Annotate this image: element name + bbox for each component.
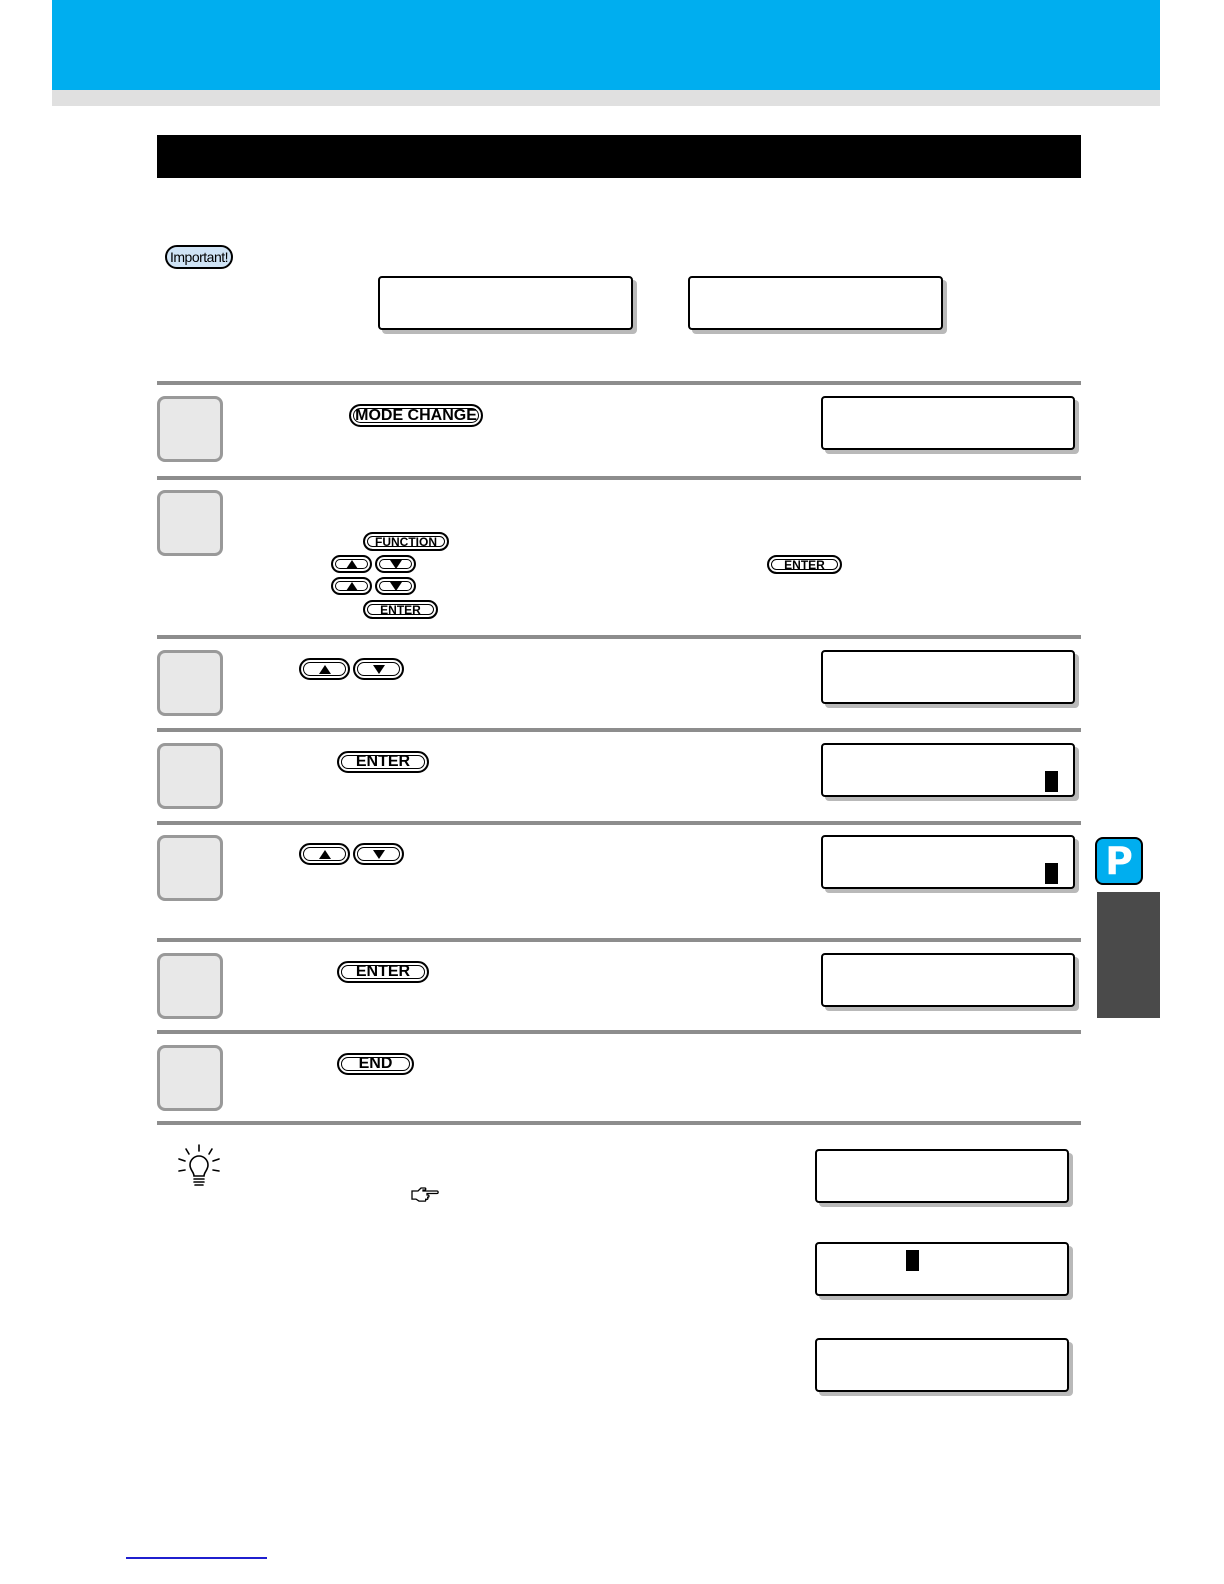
enter-key[interactable]: ENTER (363, 600, 438, 619)
step-divider (157, 381, 1081, 385)
lcd-cursor (1045, 771, 1058, 792)
step-divider (157, 1121, 1081, 1125)
lcd-display-step-6 (821, 953, 1075, 1007)
down-arrow-key[interactable] (375, 555, 416, 573)
step-divider (157, 476, 1081, 480)
step-number-box-5 (157, 835, 223, 901)
down-arrow-icon (373, 665, 385, 674)
mode-change-key[interactable]: MODE CHANGE (349, 404, 483, 427)
step-number-box-4 (157, 743, 223, 809)
lcd-display-step-4 (821, 743, 1075, 797)
header-shadow (52, 90, 1160, 106)
lcd-display-tip-3 (815, 1338, 1069, 1392)
enter-key[interactable]: ENTER (337, 961, 429, 983)
step-divider (157, 728, 1081, 732)
step-number-box-7 (157, 1045, 223, 1111)
down-arrow-key[interactable] (353, 843, 404, 865)
important-icon: Important! (165, 245, 233, 269)
up-arrow-key[interactable] (331, 577, 372, 595)
down-arrow-key[interactable] (375, 577, 416, 595)
lightbulb-icon (176, 1143, 222, 1189)
up-arrow-icon (319, 665, 331, 674)
section-title-bar (157, 135, 1081, 178)
up-arrow-icon (346, 582, 358, 591)
lcd-cursor (1045, 863, 1058, 884)
up-arrow-icon (346, 560, 358, 569)
step-number-box-3 (157, 650, 223, 716)
lcd-display-tip-2 (815, 1242, 1069, 1296)
step-divider (157, 938, 1081, 942)
chapter-tab-icon[interactable]: P (1097, 839, 1141, 883)
step-number-box-2 (157, 490, 223, 556)
up-arrow-key[interactable] (299, 658, 350, 680)
header-band (52, 0, 1160, 90)
down-arrow-icon (373, 850, 385, 859)
lcd-display-step-5 (821, 835, 1075, 889)
step-divider (157, 635, 1081, 639)
lcd-display-step-1 (821, 396, 1075, 450)
lcd-display-tip-1 (815, 1149, 1069, 1203)
up-arrow-icon (319, 850, 331, 859)
up-arrow-key[interactable] (331, 555, 372, 573)
up-arrow-key[interactable] (299, 843, 350, 865)
chapter-side-tab[interactable] (1097, 892, 1160, 1018)
lcd-cursor (906, 1250, 919, 1271)
down-arrow-icon (390, 560, 402, 569)
function-key[interactable]: FUNCTION (363, 532, 449, 551)
lcd-display-step-3 (821, 650, 1075, 704)
step-divider (157, 821, 1081, 825)
pointing-hand-icon[interactable] (410, 1185, 440, 1203)
down-arrow-icon (390, 582, 402, 591)
lcd-display-important-2 (688, 276, 943, 330)
end-key[interactable]: END (337, 1053, 414, 1075)
enter-key[interactable]: ENTER (337, 751, 429, 773)
step-number-box-1 (157, 396, 223, 462)
enter-key[interactable]: ENTER (767, 555, 842, 574)
lcd-display-important-1 (378, 276, 633, 330)
step-divider (157, 1030, 1081, 1034)
step-number-box-6 (157, 953, 223, 1019)
down-arrow-key[interactable] (353, 658, 404, 680)
footer-link[interactable] (126, 1557, 267, 1559)
